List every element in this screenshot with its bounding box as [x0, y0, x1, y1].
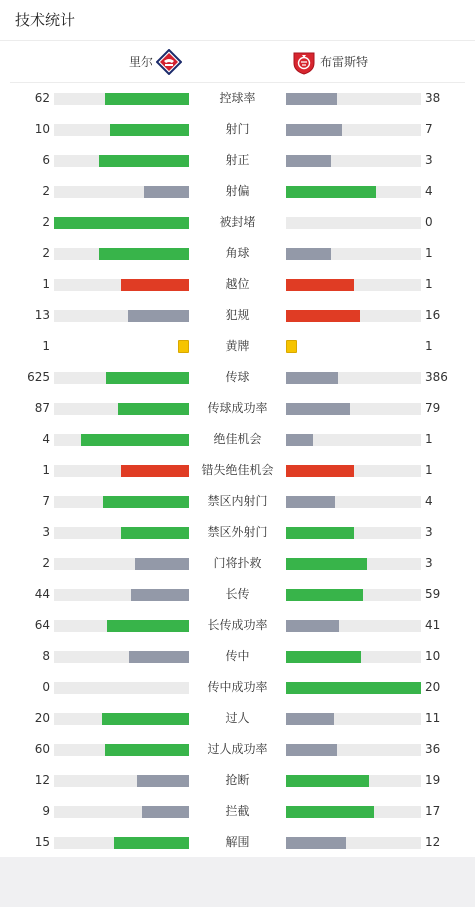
away-value: 17 [425, 804, 441, 818]
away-value: 19 [425, 773, 441, 787]
stat-label: 绝佳机会 [213, 432, 262, 446]
home-bar [121, 527, 189, 539]
away-value: 1 [425, 246, 433, 260]
home-value: 7 [42, 494, 50, 508]
away-bar [286, 465, 354, 477]
away-value: 1 [425, 432, 433, 446]
away-value: 41 [425, 618, 441, 632]
stat-row [0, 114, 475, 145]
away-bar-track [286, 558, 421, 570]
home-bar [135, 558, 189, 570]
home-bar-track [54, 434, 189, 446]
stat-label: 抢断 [225, 773, 250, 787]
home-bar [121, 279, 189, 291]
home-bar [131, 589, 189, 601]
home-bar [107, 620, 189, 632]
home-bar-track [54, 558, 189, 570]
away-value: 3 [425, 556, 433, 570]
home-value: 2 [42, 215, 50, 229]
stat-row [0, 393, 475, 424]
away-value: 4 [425, 494, 433, 508]
away-bar-track [286, 310, 421, 322]
home-value: 625 [27, 370, 50, 384]
away-bar [286, 558, 367, 570]
away-bar-track [286, 713, 421, 725]
home-bar [99, 248, 189, 260]
away-bar-track [286, 279, 421, 291]
stat-row [0, 641, 475, 672]
home-bar [129, 651, 189, 663]
away-value: 59 [425, 587, 441, 601]
home-bar [114, 837, 189, 849]
away-value: 7 [425, 122, 433, 136]
away-value: 1 [425, 463, 433, 477]
stat-row [0, 455, 475, 486]
home-bar [54, 217, 189, 229]
stat-label: 越位 [225, 277, 250, 291]
away-bar [286, 248, 331, 260]
away-bar-track [286, 434, 421, 446]
away-bar [286, 93, 337, 105]
away-bar-track [286, 93, 421, 105]
away-bar [286, 744, 337, 756]
away-bar-track [286, 372, 421, 384]
away-bar-track [286, 651, 421, 663]
home-bar [137, 775, 189, 787]
stat-label: 过人 [225, 711, 250, 725]
stat-label: 禁区内射门 [207, 494, 268, 508]
stat-row [0, 672, 475, 703]
home-value: 4 [42, 432, 50, 446]
stat-label: 长传成功率 [207, 618, 268, 632]
stat-row [0, 734, 475, 765]
stat-label: 犯规 [225, 308, 250, 322]
stat-row [0, 796, 475, 827]
home-bar-track [54, 279, 189, 291]
away-value: 0 [425, 215, 433, 229]
home-value: 44 [34, 587, 50, 601]
home-bar [142, 806, 189, 818]
away-bar [286, 403, 350, 415]
yellow-card-icon [286, 340, 297, 353]
home-bar-track [54, 651, 189, 663]
stats-list [0, 83, 475, 858]
home-value: 60 [34, 742, 50, 756]
away-bar-track [286, 465, 421, 477]
stat-label: 门将扑救 [213, 556, 262, 570]
away-bar-track [286, 155, 421, 167]
home-value: 1 [42, 463, 50, 477]
home-value: 2 [42, 556, 50, 570]
home-team-name: 里尔 [128, 55, 153, 69]
stat-label: 传球成功率 [207, 401, 268, 415]
brest-crest-icon [291, 49, 317, 75]
home-value: 3 [42, 525, 50, 539]
stat-row [0, 424, 475, 455]
away-value: 10 [425, 649, 441, 663]
away-bar-track [286, 775, 421, 787]
home-bar [99, 155, 189, 167]
away-value: 36 [425, 742, 441, 756]
stat-row [0, 548, 475, 579]
away-value: 16 [425, 308, 441, 322]
home-bar [81, 434, 189, 446]
away-bar [286, 775, 369, 787]
away-bar [286, 589, 363, 601]
home-bar-track [54, 372, 189, 384]
home-value: 2 [42, 246, 50, 260]
home-bar [110, 124, 189, 136]
away-bar [286, 124, 342, 136]
away-bar-track [286, 682, 421, 694]
home-value: 87 [34, 401, 50, 415]
stat-label: 传球 [225, 370, 250, 384]
home-value: 8 [42, 649, 50, 663]
away-value: 1 [425, 339, 433, 353]
away-bar [286, 434, 313, 446]
away-value: 79 [425, 401, 441, 415]
away-value: 3 [425, 525, 433, 539]
home-value: 13 [34, 308, 50, 322]
home-bar-track [54, 620, 189, 632]
away-value: 38 [425, 91, 441, 105]
home-bar [121, 465, 189, 477]
home-bar-track [54, 775, 189, 787]
stat-row [0, 579, 475, 610]
home-bar-track [54, 465, 189, 477]
home-bar [106, 372, 189, 384]
away-bar-track [286, 806, 421, 818]
away-bar-track [286, 837, 421, 849]
away-bar [286, 837, 346, 849]
home-bar-track [54, 589, 189, 601]
stat-label: 射门 [225, 122, 250, 136]
stat-row [0, 486, 475, 517]
away-bar [286, 310, 360, 322]
stat-label: 射正 [225, 153, 250, 167]
home-value: 1 [42, 339, 50, 353]
home-bar-track [54, 744, 189, 756]
away-bar [286, 155, 331, 167]
away-bar-track [286, 620, 421, 632]
away-bar-track [286, 589, 421, 601]
home-value: 12 [34, 773, 50, 787]
home-bar-track [54, 310, 189, 322]
home-bar-track [54, 403, 189, 415]
away-bar [286, 279, 354, 291]
away-value: 20 [425, 680, 441, 694]
stat-label: 射偏 [225, 184, 250, 198]
stat-label: 黄牌 [225, 339, 250, 353]
away-bar-track [286, 248, 421, 260]
home-bar-track [54, 93, 189, 105]
home-bar-track [54, 682, 189, 694]
stat-label: 传中成功率 [207, 680, 268, 694]
stat-row [0, 765, 475, 796]
away-bar-track [286, 124, 421, 136]
stat-label: 角球 [225, 246, 250, 260]
home-bar [118, 403, 189, 415]
away-bar-track [286, 496, 421, 508]
stat-row [0, 83, 475, 114]
away-bar [286, 527, 354, 539]
home-bar [103, 496, 189, 508]
home-value: 2 [42, 184, 50, 198]
away-value: 11 [425, 711, 441, 725]
home-value: 62 [34, 91, 50, 105]
away-bar-track [286, 217, 421, 229]
stat-label: 解围 [225, 835, 250, 849]
yellow-card-icon [178, 340, 189, 353]
home-bar-track [54, 186, 189, 198]
away-team-name: 布雷斯特 [320, 55, 369, 69]
stat-label: 禁区外射门 [207, 525, 268, 539]
away-team[interactable] [291, 41, 368, 82]
home-value: 10 [34, 122, 50, 136]
away-bar-track [286, 403, 421, 415]
home-bar [105, 744, 189, 756]
home-value: 64 [34, 618, 50, 632]
home-bar-track [54, 217, 189, 229]
stat-row [0, 331, 475, 362]
away-bar [286, 713, 334, 725]
stat-row [0, 238, 475, 269]
stat-row [0, 300, 475, 331]
home-bar-track [54, 248, 189, 260]
stat-row [0, 827, 475, 858]
home-bar [102, 713, 189, 725]
home-bar [128, 310, 189, 322]
stat-row [0, 517, 475, 548]
away-bar [286, 620, 339, 632]
home-value: 9 [42, 804, 50, 818]
away-bar-track [286, 186, 421, 198]
stat-row [0, 703, 475, 734]
teams-header [10, 41, 465, 83]
away-bar-track [286, 527, 421, 539]
away-value: 1 [425, 277, 433, 291]
away-bar [286, 651, 361, 663]
away-bar-track [286, 744, 421, 756]
away-value: 4 [425, 184, 433, 198]
stat-label: 长传 [225, 587, 250, 601]
away-value: 386 [425, 370, 448, 384]
away-bar [286, 682, 421, 694]
home-value: 20 [34, 711, 50, 725]
home-value: 6 [42, 153, 50, 167]
home-bar-track [54, 496, 189, 508]
stat-label: 拦截 [225, 804, 250, 818]
home-bar-track [54, 155, 189, 167]
stat-row [0, 176, 475, 207]
home-value: 0 [42, 680, 50, 694]
home-value: 1 [42, 277, 50, 291]
away-bar [286, 372, 338, 384]
home-value: 15 [34, 835, 50, 849]
stat-label: 过人成功率 [207, 742, 268, 756]
home-bar-track [54, 124, 189, 136]
home-bar-track [54, 806, 189, 818]
away-bar [286, 496, 335, 508]
stat-row [0, 269, 475, 300]
home-bar-track [54, 837, 189, 849]
stat-label: 错失绝佳机会 [201, 463, 274, 477]
away-value: 12 [425, 835, 441, 849]
away-bar [286, 806, 374, 818]
home-bar-track [54, 527, 189, 539]
home-bar [105, 93, 189, 105]
home-bar [144, 186, 189, 198]
home-bar-track [54, 713, 189, 725]
home-team[interactable] [129, 41, 182, 82]
away-bar [286, 186, 376, 198]
stat-label: 控球率 [219, 91, 256, 105]
stat-row [0, 362, 475, 393]
away-value: 3 [425, 153, 433, 167]
stat-row [0, 145, 475, 176]
lille-crest-icon [156, 49, 182, 75]
section-title: 技术统计 [0, 0, 475, 41]
stat-row [0, 610, 475, 641]
stat-label: 传中 [225, 649, 250, 663]
stat-row [0, 207, 475, 238]
stat-label: 被封堵 [219, 215, 256, 229]
